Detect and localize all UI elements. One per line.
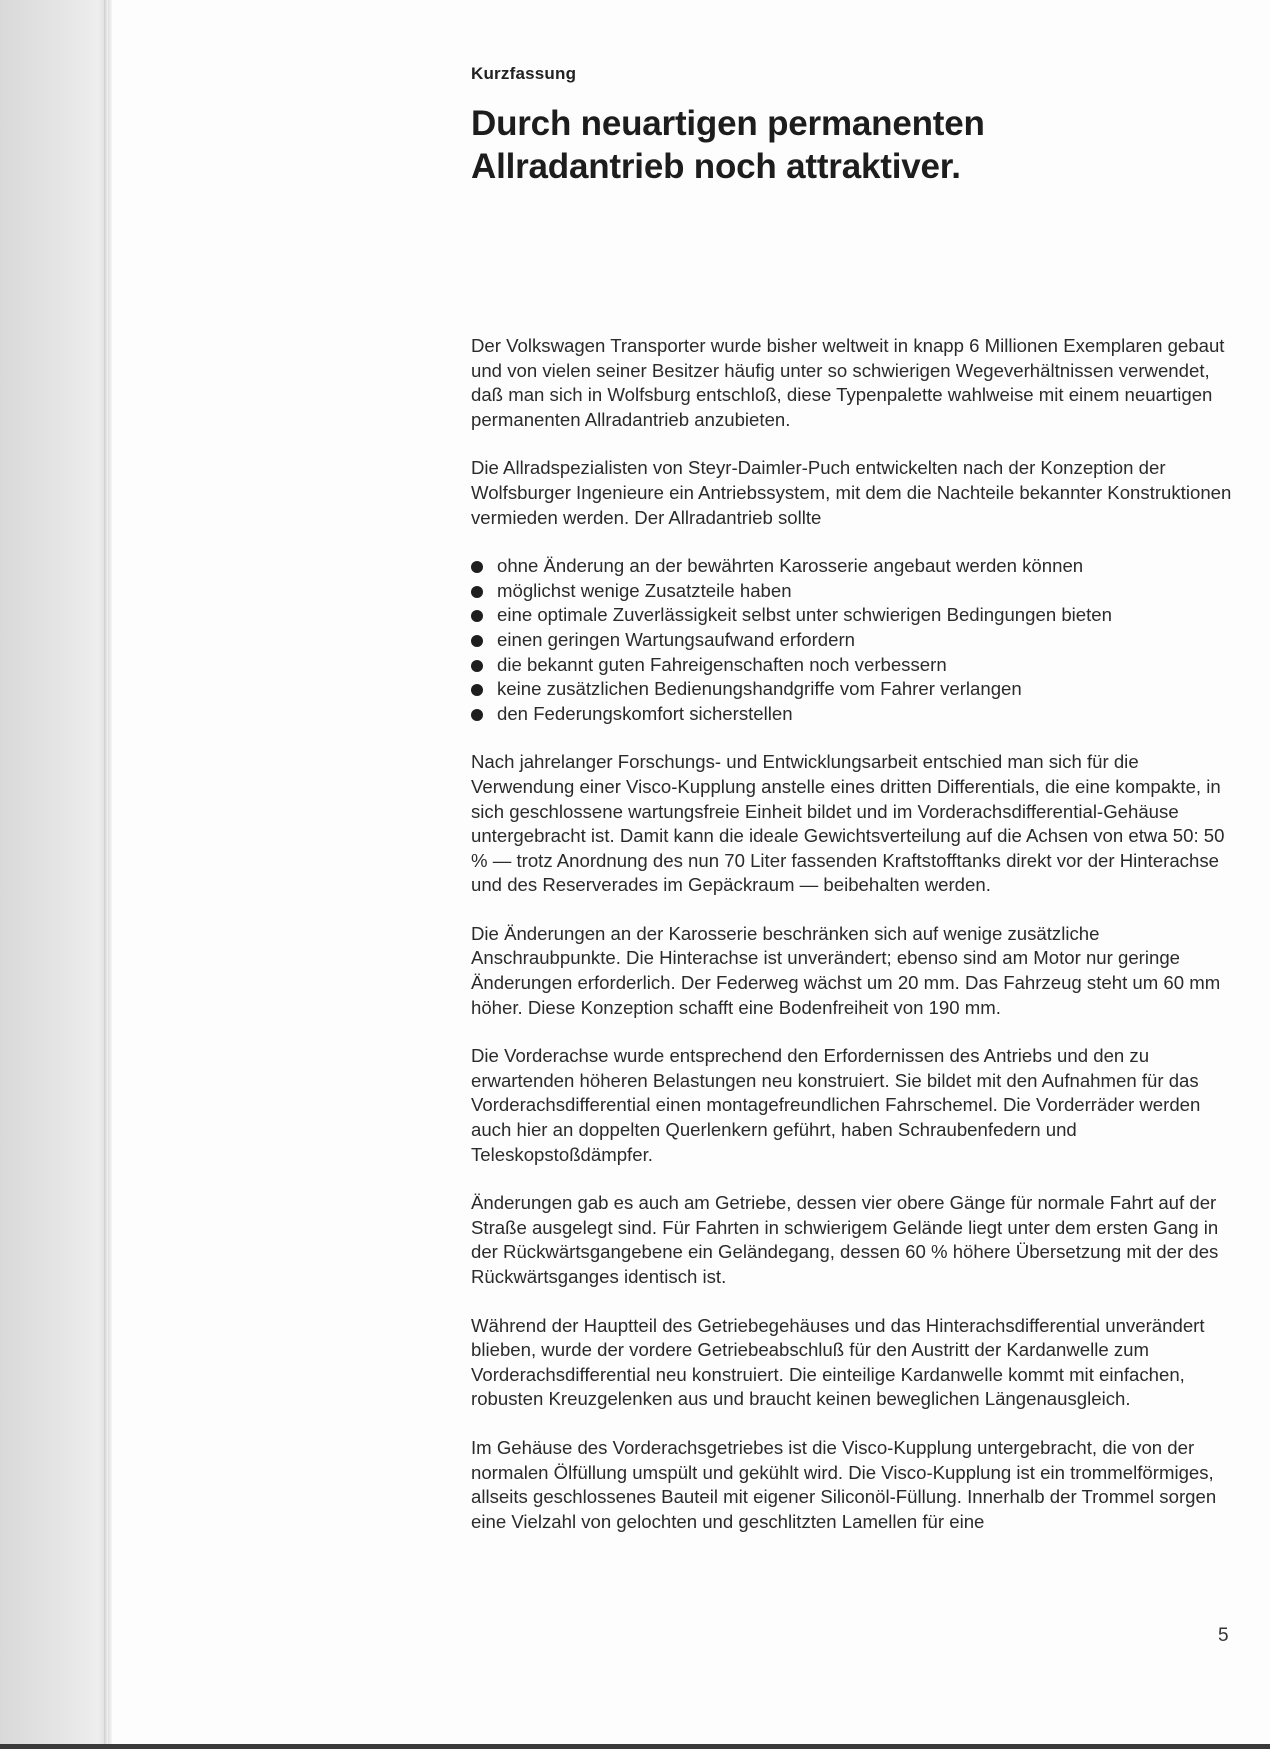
bullet-dot-icon — [471, 586, 483, 598]
paragraph: Die Allradspezialisten von Steyr-Daimler-Puch entwickelten nach der Konzeption der Wolfsburger Ingenieure ein Antriebssystem, mit dem die Nachteile bekannter Konstruktionen vermieden werden. Der Allradantrieb sollte — [471, 457, 1232, 528]
page-headline — [471, 102, 1239, 188]
headline-line-1: Durch neuartigen permanenten — [471, 104, 985, 143]
list-item — [471, 579, 1239, 604]
bullet-dot-icon — [471, 684, 483, 696]
list-item-text: möglichst wenige Zusatzteile haben — [497, 579, 792, 601]
body-text — [471, 334, 1239, 1534]
list-item-text: eine optimale Zuverlässigkeit selbst unter schwierigen Bedingungen bieten — [497, 604, 1112, 626]
headline-line-2: Allradantrieb noch attraktiver. — [471, 147, 961, 186]
list-item — [471, 628, 1239, 653]
section-kicker: Kurzfassung — [471, 64, 577, 83]
bullet-dot-icon — [471, 561, 483, 573]
bullet-dot-icon — [471, 610, 483, 622]
paragraph: Während der Hauptteil des Getriebegehäuses und das Hinterachsdifferential unverändert blieben, wurde der vordere Getriebeabschluß für den Austritt der Kardanwelle zum Vorderachsdifferential neu konstruiert. Die einteilige Kardanwelle kommt mit einfachen, robusten Kreuzgelenken aus und braucht keinen beweglichen Längenausgleich. — [471, 1314, 1205, 1410]
list-item — [471, 677, 1239, 702]
list-item-text: den Federungskomfort sicherstellen — [497, 702, 793, 724]
page-number: 5 — [1218, 1625, 1229, 1646]
requirements-list — [471, 554, 1239, 726]
paragraph: Die Änderungen an der Karosserie beschränken sich auf wenige zusätzliche Anschraubpunkte. Die Hinterachse ist unverändert; ebenso sind am Motor nur geringe Änderungen erforderlich. Der Federweg wächst um 20 mm. Das Fahrzeug steht um 60 mm höher. Diese Konzeption schafft eine Bodenfreiheit von 190 mm. — [471, 922, 1221, 1018]
binding-fold — [104, 0, 108, 1749]
paragraph: Im Gehäuse des Vorderachsgetriebes ist die Visco-Kupplung untergebracht, die von der normalen Ölfüllung umspült und gekühlt wird. Die Visco-Kupplung ist ein trommelförmiges, allseits geschlossenes Bauteil mit eigener Siliconöl-Füllung. Innerhalb der Trommel sorgen eine Vielzahl von gelochten und geschlitzten Lamellen für eine — [471, 1436, 1217, 1532]
list-item-text: keine zusätzlichen Bedienungshandgriffe vom Fahrer verlangen — [497, 678, 1022, 700]
list-item-text: ohne Änderung an der bewährten Karosserie angebaut werden können — [497, 555, 1084, 577]
binding-shadow — [0, 0, 112, 1749]
list-item — [471, 702, 1239, 727]
list-item — [471, 554, 1239, 579]
page-content — [471, 64, 1239, 1558]
paragraph: Die Vorderachse wurde entsprechend den Erfordernissen des Antriebs und den zu erwartenden höheren Belastungen neu konstruiert. Sie bildet mit den Aufnahmen für das Vorderachsdifferential einen montagefreundlichen Fahrschemel. Die Vorderräder werden auch hier an doppelten Querlenkern geführt, haben Schraubenfedern und Teleskopstoßdämpfer. — [471, 1045, 1201, 1165]
page-bottom-edge — [0, 1744, 1270, 1749]
paragraph: Änderungen gab es auch am Getriebe, dessen vier obere Gänge für normale Fahrt auf der Straße ausgelegt sind. Für Fahrten in schwierigem Gelände liegt unter dem ersten Gang in der Rückwärtsgangebene ein Geländegang, dessen 60 % höhere Übersetzung mit der des Rückwärtsganges identisch ist. — [471, 1192, 1219, 1287]
list-item — [471, 603, 1239, 628]
bullet-dot-icon — [471, 635, 483, 647]
paragraph: Nach jahrelanger Forschungs- und Entwicklungsarbeit entschied man sich für die Verwendung einer Visco-Kupplung anstelle eines dritten Differentials, die eine kompakte, in sich geschlossene wartungsfreie Einheit bildet und im Vorderachsdifferential-Gehäuse untergebracht ist. Damit kann die ideale Gewichtsverteilung auf die Achsen von etwa 50: 50 % — trotz Anordnung des nun 70 Liter fassenden Kraftstofftanks direkt vor der Hinterachse und des Reserverades im Gepäckraum — beibehalten werden. — [471, 751, 1225, 896]
list-item — [471, 653, 1239, 678]
bullet-dot-icon — [471, 709, 483, 721]
paragraph: Der Volkswagen Transporter wurde bisher weltweit in knapp 6 Millionen Exemplaren gebaut und von vielen seiner Besitzer häufig unter so schwierigen Wegeverhältnissen verwendet, daß man sich in Wolfsburg entschloß, diese Typenpalette wahlweise mit einem neuartigen permanenten Allradantrieb anzubieten. — [471, 335, 1225, 430]
bullet-dot-icon — [471, 660, 483, 672]
list-item-text: die bekannt guten Fahreigenschaften noch verbessern — [497, 653, 947, 675]
list-item-text: einen geringen Wartungsaufwand erfordern — [497, 628, 855, 650]
